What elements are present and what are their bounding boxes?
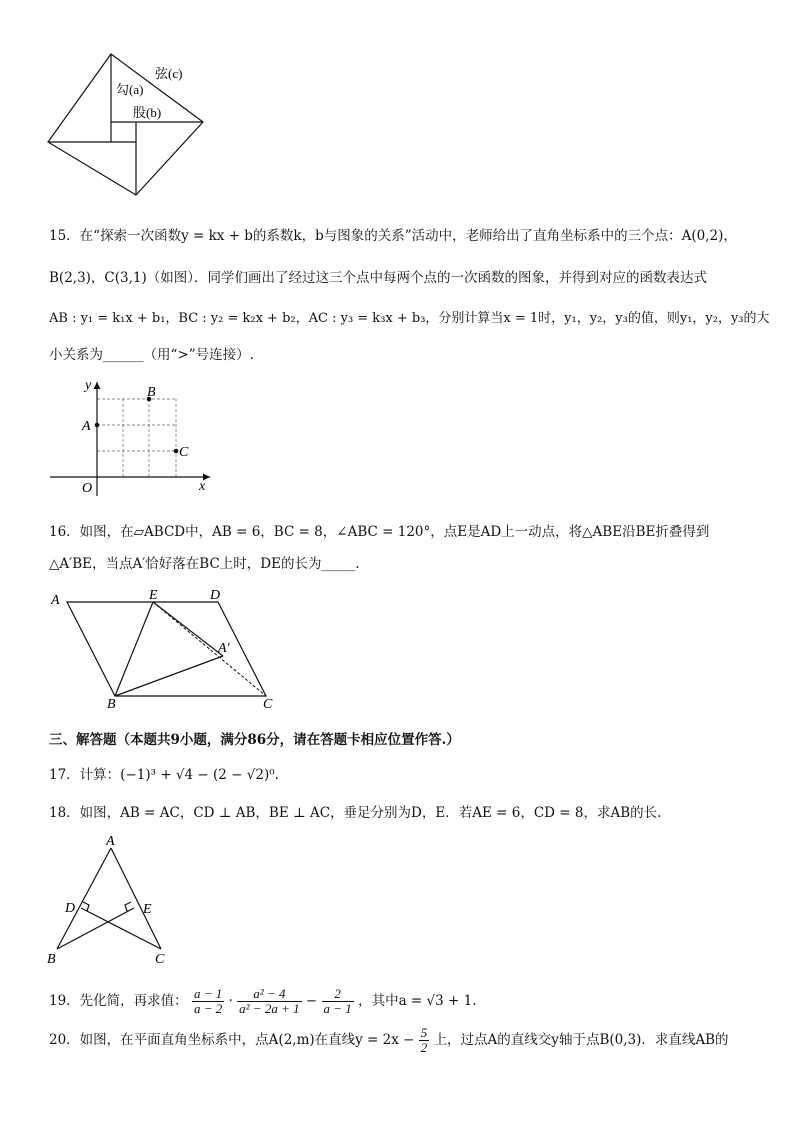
label-A: A (106, 834, 115, 849)
label-A: A (51, 593, 60, 608)
label-origin: O (82, 481, 93, 496)
q19-fraction-2 (237, 987, 301, 1016)
q20-text (49, 1022, 729, 1058)
label-D: D (210, 588, 221, 603)
q15-line-4: 小关系为______（用“>”号连接）. (49, 347, 254, 363)
parallelogram-ABCD (67, 602, 266, 696)
label-gou: 勾(a) (116, 82, 144, 97)
q19-f2-num: a² − 4 (253, 986, 286, 1001)
q15-line-3: AB : y₁ = k₁x + b₁，BC : y₂ = k₂x + b₂，AC : y₃ = k₃x + b₃，分别计算当x = 1时，y₁，y₂，y₃的值，则y₁，y₂，y₃的大 (49, 311, 770, 326)
q19-f3-den: a − 1 (323, 1001, 352, 1016)
q19-dot: · (228, 993, 233, 1009)
q18-text: 18．如图，AB = AC，CD ⊥ AB，BE ⊥ AC，垂足分别为D，E．若AE = 6，CD = 8，求AB的长. (49, 805, 662, 821)
q19-f1-num: a − 1 (193, 986, 223, 1001)
q15-line-2: B(2,3)，C(3,1)（如图）．同学们画出了经过这三个点中每两个点的一次函数的图象，并得到对应的函数表达式 (49, 270, 708, 286)
segment-EA2 (153, 602, 223, 656)
label-point-A: A (82, 419, 91, 434)
label-gu: 股(b) (133, 105, 162, 120)
point-A (95, 423, 100, 428)
q19-fraction-1 (192, 987, 224, 1016)
label-B: B (47, 952, 56, 967)
q20-prefix: 20．如图，在平面直角坐标系中，点A(2,m)在直线y = 2x − (49, 1032, 415, 1048)
segment-EC-dashed (153, 602, 266, 696)
q19-f2-den: a² − 2a + 1 (239, 1001, 300, 1016)
q19-f1-den: a − 2 (193, 1001, 223, 1016)
q15-line-1: 15．在“探索一次函数y = kx + b的系数k，b与图象的关系”活动中，老师给出了直角坐标系中的三个点：A(0,2)， (49, 228, 737, 244)
label-point-C: C (179, 445, 189, 460)
figure-isosceles-triangle (45, 834, 175, 969)
label-y-axis: y (85, 378, 92, 393)
q19-f3-num: 2 (334, 986, 341, 1001)
q16-line-2: △A′BE，当点A′恰好落在BC上时，DE的长为_____. (49, 556, 360, 572)
section-3-heading: 三、解答题（本题共9小题，满分86分，请在答题卡相应位置作答.） (49, 732, 460, 748)
label-B: B (107, 697, 116, 708)
label-x-axis: x (199, 479, 206, 494)
label-E: E (143, 902, 152, 917)
figure-pythagoras-diagram (45, 52, 210, 202)
q20-f-den: 2 (420, 1040, 428, 1055)
label-point-B: B (147, 385, 156, 400)
segment-BE (115, 602, 153, 696)
q19-prefix: 19．先化简，再求值： (49, 993, 188, 1009)
q20-suffix: 上，过点A的直线交y轴于点B(0,3)．求直线AB的 (433, 1032, 729, 1048)
label-E: E (149, 588, 158, 603)
q17-text: 17．计算：(−1)³ + √4 − (2 − √2)⁰. (49, 767, 279, 783)
q16-line-1: 16．如图，在▱ABCD中，AB = 6，BC = 8，∠ABC = 120°，点E是AD上一动点，将△ABE沿BE折叠得到 (49, 524, 710, 540)
label-hypotenuse: 弦(c) (155, 66, 183, 81)
label-D: D (65, 901, 76, 916)
figure-coordinate-grid (45, 378, 225, 498)
q19-fraction-3 (322, 987, 354, 1016)
label-C: C (155, 952, 165, 967)
q20-fraction (419, 1026, 430, 1055)
label-C: C (263, 697, 273, 708)
q19-text (49, 983, 477, 1019)
segment-BA2 (115, 656, 223, 696)
point-C (174, 449, 179, 454)
q19-minus: − (305, 993, 318, 1009)
label-A-prime: A′ (218, 641, 230, 656)
q20-f-num: 5 (420, 1025, 428, 1040)
q19-suffix: ，其中a = √3 + 1. (358, 993, 477, 1009)
figure-parallelogram (45, 588, 285, 708)
